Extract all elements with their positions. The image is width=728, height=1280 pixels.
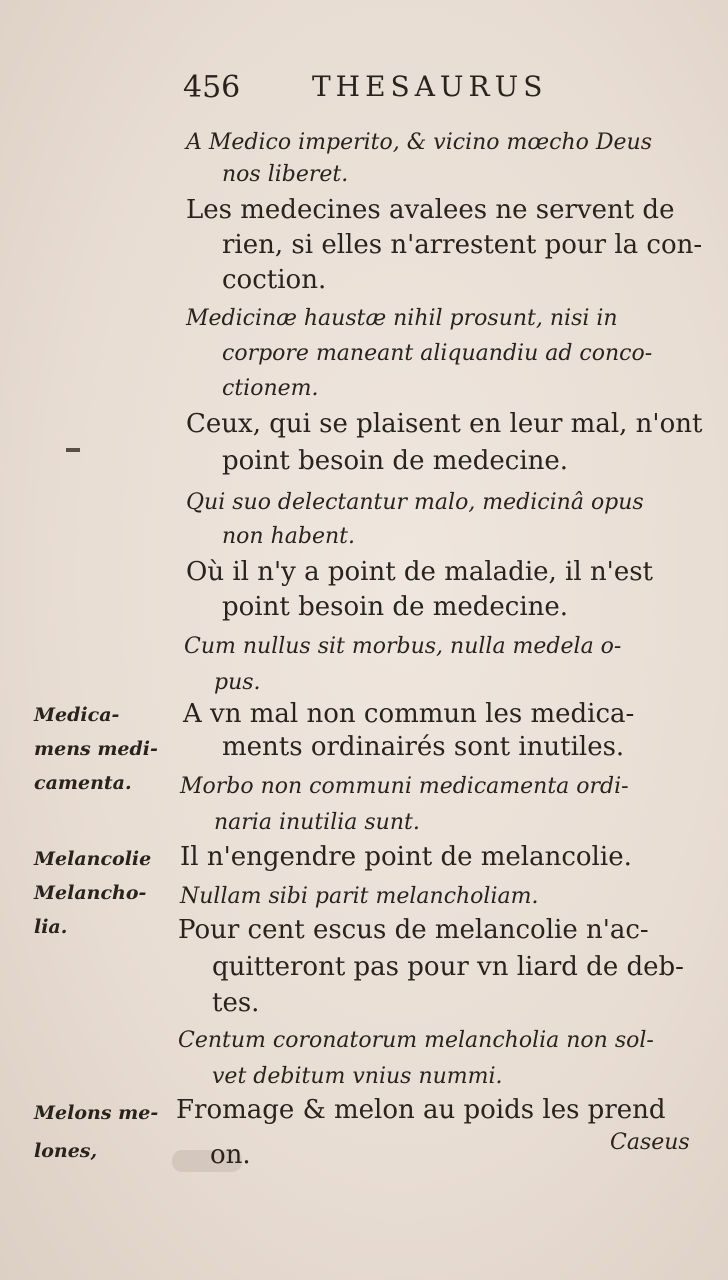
text-line: Fromage & melon au poids les prend	[176, 1095, 666, 1125]
text-line: vet debitum vnius nummi.	[212, 1064, 503, 1089]
text-line: quitteront pas pour vn liard de deb-	[212, 952, 684, 982]
text-line: ctionem.	[222, 376, 319, 401]
text-line: Les medecines avalees ne servent de	[186, 195, 675, 225]
text-line: coction.	[222, 265, 327, 295]
text-line: Où il n'y a point de maladie, il n'est	[186, 557, 654, 587]
text-line: point besoin de medecine.	[222, 592, 569, 622]
text-line: A vn mal non commun les medica-	[183, 699, 635, 729]
text-line: Nullam sibi parit melancholiam.	[180, 884, 539, 909]
page-header	[0, 70, 728, 110]
text-line: Pour cent escus de melancolie n'ac-	[178, 915, 649, 945]
text-line: point besoin de medecine.	[222, 446, 569, 476]
margin-note: camenta.	[34, 772, 132, 794]
margin-note: Melons me-	[34, 1102, 159, 1124]
text-line: corpore maneant aliquandiu ad conco-	[222, 341, 653, 366]
text-line: rien, si elles n'arrestent pour la con-	[222, 230, 703, 260]
text-line: tes.	[212, 988, 260, 1018]
margin-note: mens medi-	[34, 738, 158, 760]
margin-note: Medica-	[34, 704, 120, 726]
text-line: Medicinæ haustæ nihil prosunt, nisi in	[186, 306, 618, 331]
margin-note: lones,	[34, 1140, 98, 1162]
margin-mark	[66, 448, 80, 452]
text-line: naria inutilia sunt.	[214, 810, 420, 835]
text-line: Ceux, qui se plaisent en leur mal, n'ont	[186, 409, 703, 439]
text-line: pus.	[214, 670, 261, 695]
text-line: Centum coronatorum melancholia non sol-	[178, 1028, 654, 1053]
text-line: Cum nullus sit morbus, nulla medela o-	[184, 634, 622, 659]
text-line: Morbo non communi medicamenta ordi-	[180, 774, 629, 799]
text-line: non habent.	[222, 524, 355, 549]
text-line: on.	[210, 1140, 251, 1170]
text-line: A Medico imperito, & vicino mœcho Deus	[186, 130, 652, 155]
margin-note: lia.	[34, 916, 68, 938]
running-head: THESAURUS	[312, 70, 548, 103]
text-line: Qui suo delectantur malo, medicinâ opus	[186, 490, 644, 515]
text-line: ments ordinairés sont inutiles.	[222, 732, 625, 762]
text-line: Il n'engendre point de melancolie.	[180, 842, 632, 872]
catchword: Caseus	[610, 1130, 690, 1155]
margin-note: Melancho-	[34, 882, 147, 904]
text-line: nos liberet.	[222, 162, 349, 187]
margin-note: Melancolie	[34, 848, 152, 870]
page-number: 456	[183, 70, 241, 105]
